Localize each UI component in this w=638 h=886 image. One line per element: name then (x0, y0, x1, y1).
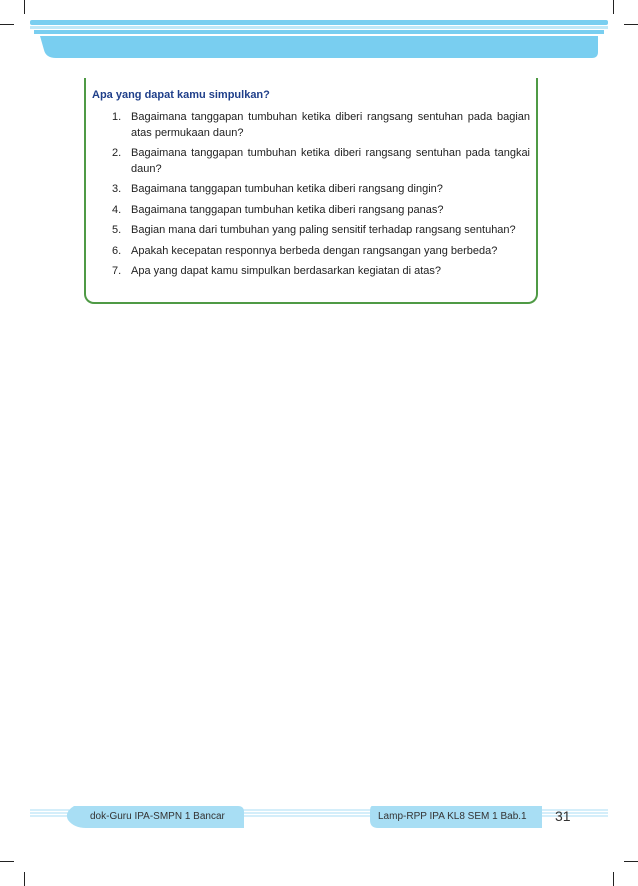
question-number: 6. (112, 244, 122, 257)
crop-mark (624, 861, 638, 862)
question-number: 2. (112, 147, 122, 159)
question-text: Bagian mana dari tumbuhan yang paling sensitif terhadap rangsang sentuhan? (131, 224, 516, 236)
crop-mark (24, 872, 25, 886)
question-text: Bagaimana tanggapan tumbuhan ketika diberi rangsang sentuhan pada bagian atas permukaan daun? (131, 111, 530, 139)
question-number: 3. (112, 183, 122, 195)
section-title: Apa yang dapat kamu simpulkan? (92, 89, 270, 101)
question-item (112, 182, 530, 198)
crop-mark (613, 0, 614, 14)
question-number: 7. (112, 265, 122, 277)
question-number: 1. (112, 111, 122, 123)
question-item (112, 264, 530, 280)
question-item (112, 146, 530, 177)
crop-mark (613, 872, 614, 886)
question-text: Apa yang dapat kamu simpulkan berdasarkan kegiatan di atas? (131, 265, 442, 277)
footer-right-text: Lamp-RPP IPA KL8 SEM 1 Bab.1 (378, 811, 527, 822)
question-item (112, 110, 530, 141)
crop-mark (0, 861, 14, 862)
question-text: Bagaimana tanggapan tumbuhan ketika diberi rangsang sentuhan pada tangkai daun? (131, 147, 530, 175)
page-number: 31 (555, 808, 571, 824)
question-text: Apakah kecepatan responnya berbeda dengan rangsangan yang berbeda? (131, 244, 498, 257)
question-text: Bagaimana tanggapan tumbuhan ketika diberi rangsang dingin? (131, 183, 443, 195)
question-list (112, 110, 530, 285)
question-item (112, 244, 530, 260)
question-number: 4. (112, 203, 122, 216)
question-item (112, 223, 530, 239)
question-item (112, 203, 530, 219)
question-number: 5. (112, 224, 122, 236)
header-band (30, 20, 608, 60)
crop-mark (24, 0, 25, 14)
crop-mark (0, 24, 14, 25)
crop-mark (624, 24, 638, 25)
footer-left-text: dok-Guru IPA-SMPN 1 Bancar (90, 811, 225, 822)
question-text: Bagaimana tanggapan tumbuhan ketika diberi rangsang panas? (131, 203, 444, 216)
